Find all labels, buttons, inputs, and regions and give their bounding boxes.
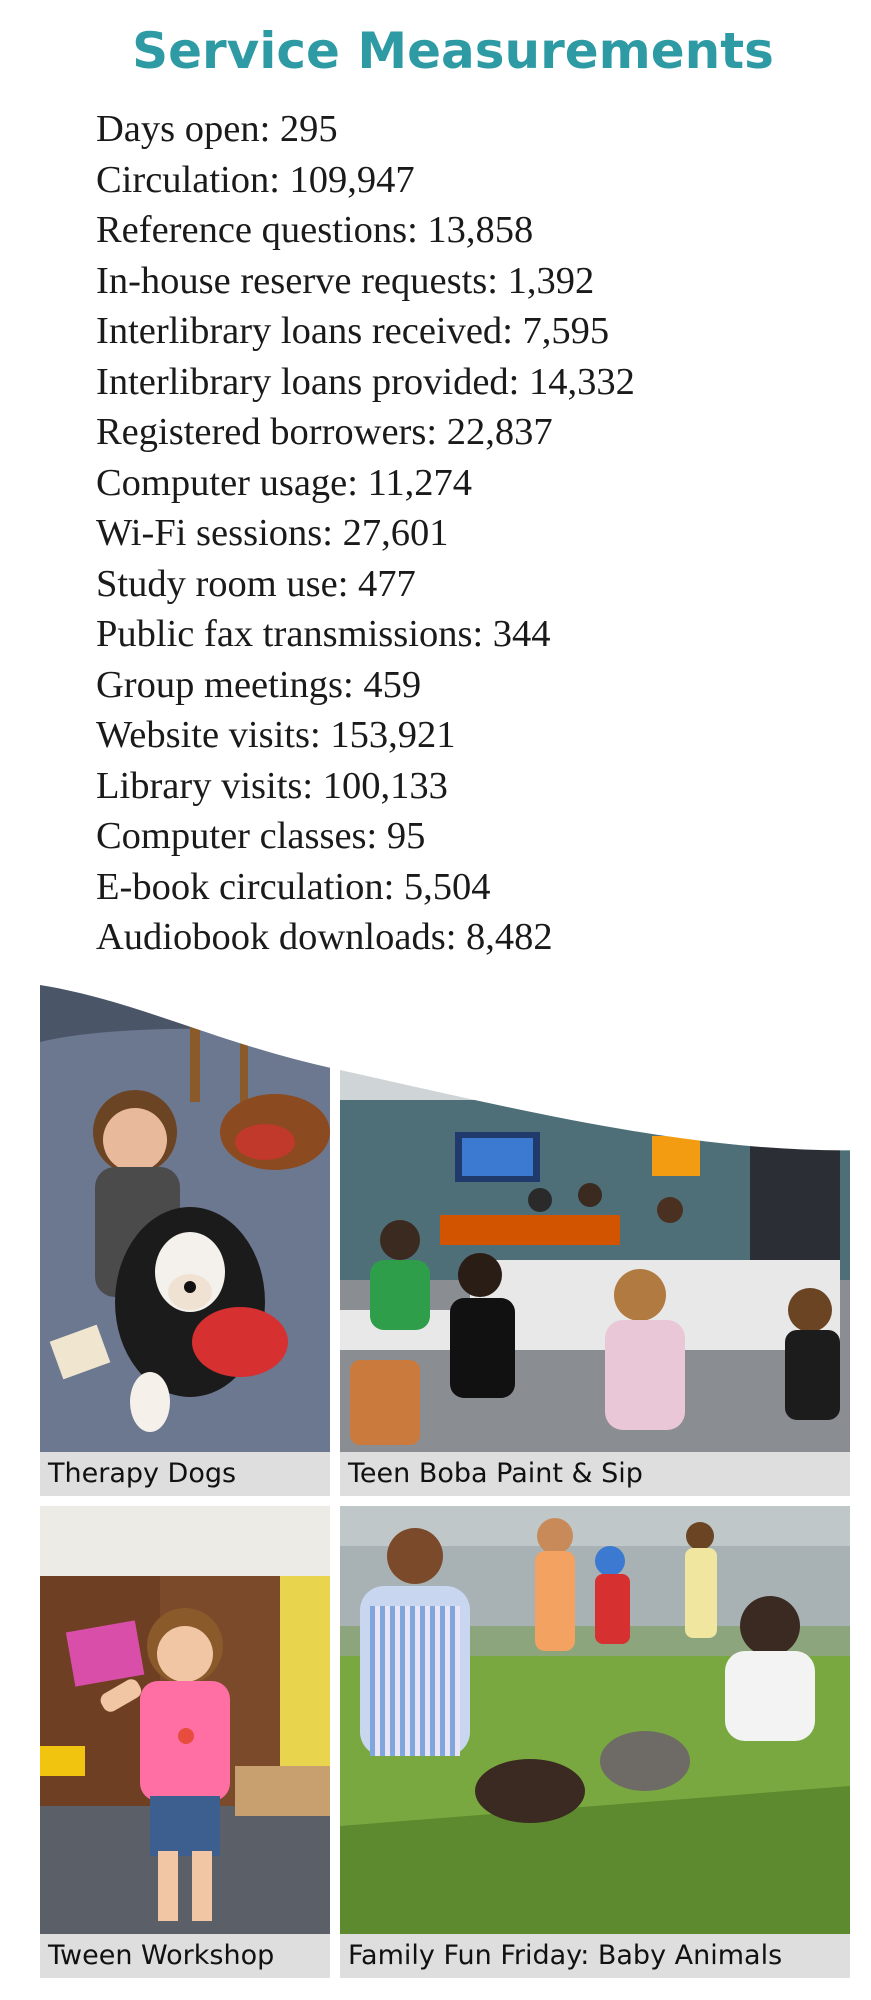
stat-value: 1,392 (507, 259, 595, 302)
stat-value: 295 (279, 108, 338, 150)
stat-label: Audiobook downloads (96, 916, 446, 958)
stat-value: 109,947 (289, 158, 415, 201)
therapy-dogs-caption: Therapy Dogs (40, 1452, 330, 1496)
tween-workshop-caption: Tween Workshop (40, 1934, 330, 1978)
stat-value: 95 (386, 815, 426, 857)
stat-days-open: Days open: 295 (96, 108, 338, 150)
stat-study-room: Study room use: 477 (96, 562, 416, 605)
stat-label: Wi-Fi sessions (96, 512, 323, 554)
stat-library-visits: Library visits: 100,133 (96, 764, 448, 807)
family-fun-caption: Family Fun Friday: Baby Animals (340, 1934, 850, 1978)
family-fun-photo (340, 1506, 850, 1934)
teen-boba-photo (340, 1060, 850, 1452)
stat-value: 22,837 (446, 411, 553, 453)
stat-label: Computer classes (96, 815, 367, 857)
stat-value: 100,133 (322, 764, 448, 807)
service-stats-list (96, 104, 635, 963)
stat-ill-provided: Interlibrary loans provided: 14,332 (96, 360, 635, 403)
page-title: Service Measurements (132, 22, 774, 80)
stat-label: In-house reserve requests (96, 259, 488, 302)
stat-value: 459 (363, 663, 422, 706)
stat-reserve-requests: In-house reserve requests: 1,392 (96, 259, 595, 302)
stat-label: Interlibrary loans provided (96, 360, 509, 403)
stat-value: 344 (492, 613, 551, 655)
stat-group-meetings: Group meetings: 459 (96, 663, 422, 706)
stat-label: Days open (96, 108, 260, 150)
stat-label: Circulation (96, 158, 270, 201)
stat-value: 8,482 (466, 916, 553, 958)
stat-label: Reference questions (96, 209, 408, 251)
stat-value: 477 (358, 562, 416, 605)
stat-value: 13,858 (427, 209, 534, 251)
stat-value: 5,504 (403, 865, 491, 908)
stat-value: 27,601 (342, 512, 449, 554)
stat-value: 14,332 (529, 360, 635, 403)
stat-value: 153,921 (330, 714, 456, 756)
therapy-dogs-photo (40, 982, 330, 1452)
stat-label: Registered borrowers (96, 411, 427, 453)
stat-ill-received: Interlibrary loans received: 7,595 (96, 310, 610, 352)
stat-circulation: Circulation: 109,947 (96, 158, 415, 201)
stat-value: 11,274 (367, 461, 473, 504)
stat-wifi-sessions: Wi-Fi sessions: 27,601 (96, 512, 449, 554)
tween-workshop-photo (40, 1506, 330, 1934)
stat-label: Computer usage (96, 461, 348, 504)
stat-label: Website visits (96, 714, 310, 756)
stat-website-visits: Website visits: 153,921 (96, 714, 456, 756)
stat-label: E-book circulation (96, 865, 384, 908)
stat-label: Interlibrary loans received (96, 310, 503, 352)
stat-label: Study room use (96, 562, 338, 605)
stat-reference-questions: Reference questions: 13,858 (96, 209, 534, 251)
stat-label: Library visits (96, 764, 303, 807)
stat-ebook-circulation: E-book circulation: 5,504 (96, 865, 491, 908)
stat-computer-classes: Computer classes: 95 (96, 815, 426, 857)
stat-registered-borrowers: Registered borrowers: 22,837 (96, 411, 553, 453)
stat-label: Public fax transmissions (96, 613, 473, 655)
stat-audiobook-downloads: Audiobook downloads: 8,482 (96, 916, 553, 958)
stat-fax: Public fax transmissions: 344 (96, 613, 551, 655)
stat-label: Group meetings (96, 663, 343, 706)
teen-boba-caption: Teen Boba Paint & Sip (340, 1452, 850, 1496)
stat-value: 7,595 (522, 310, 610, 352)
stat-computer-usage: Computer usage: 11,274 (96, 461, 473, 504)
